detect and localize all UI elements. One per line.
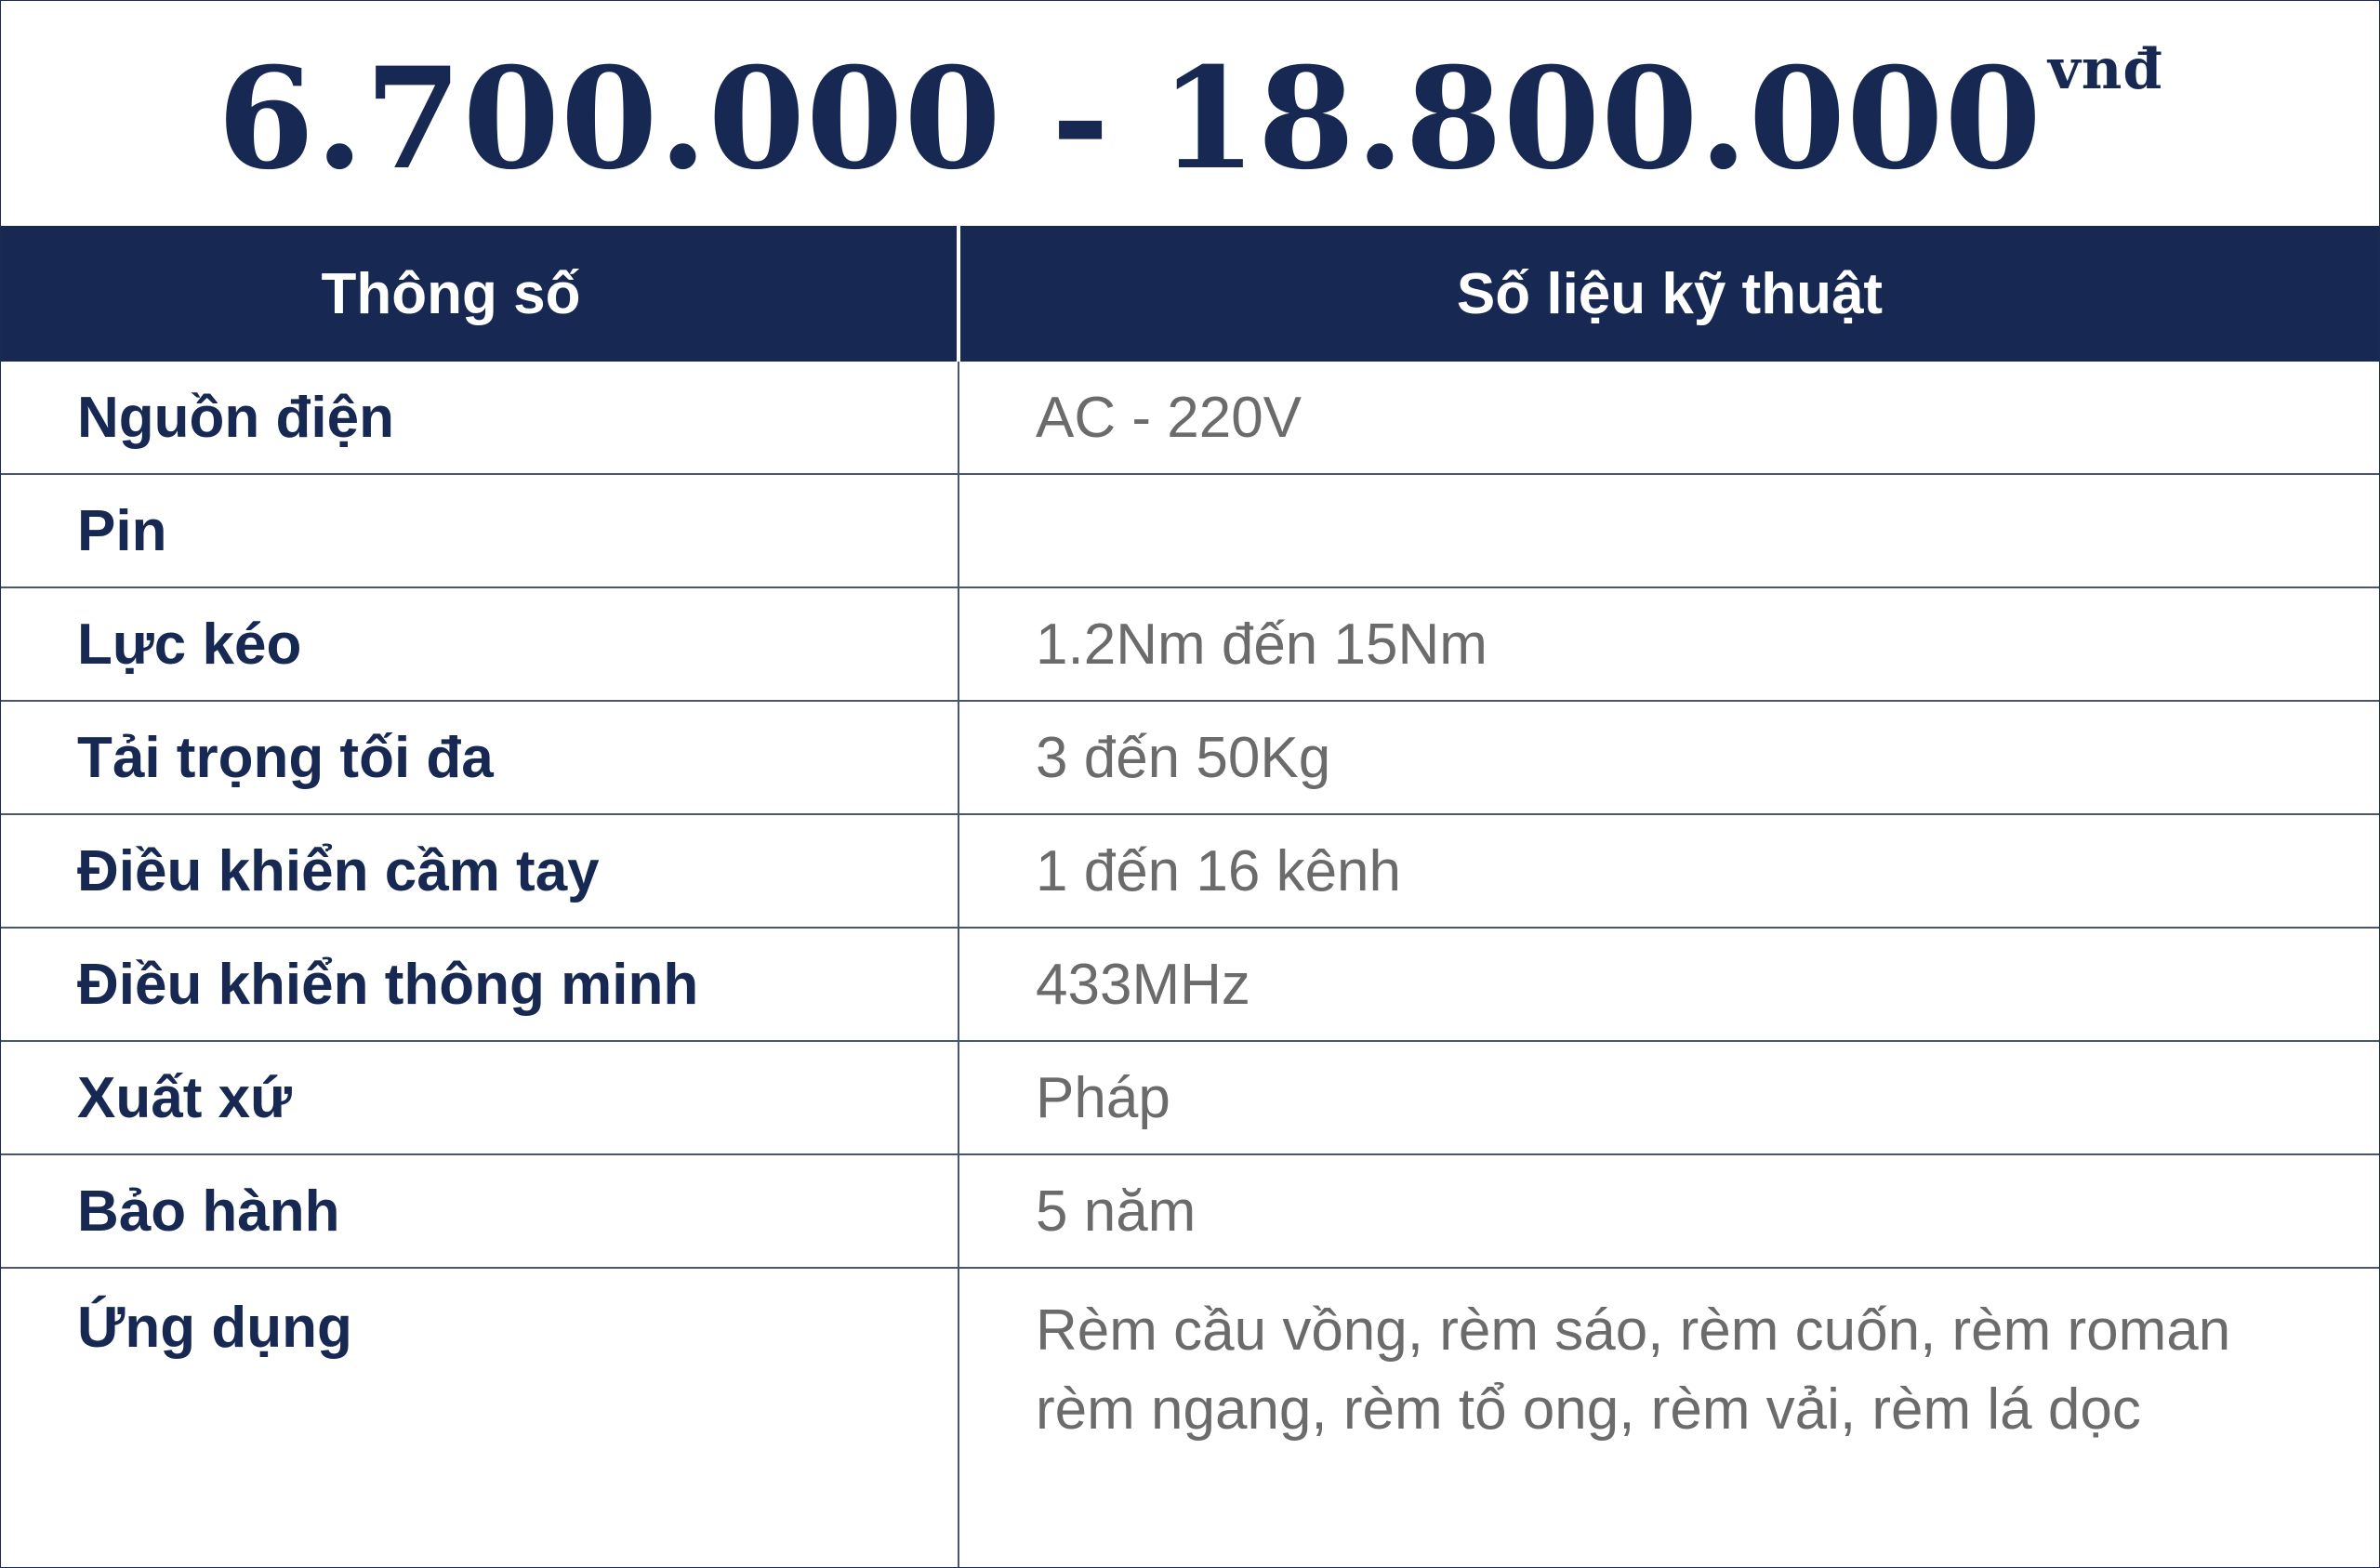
row-value-max-load: 3 đến 50Kg: [959, 701, 2379, 814]
row-label-torque: Lực kéo: [1, 587, 959, 701]
row-label-power: Nguồn điện: [1, 362, 959, 474]
application-line-2: rèm ngang, rèm tổ ong, rèm vải, rèm lá dọc: [1036, 1377, 2141, 1442]
spec-table-body: [1, 362, 2379, 1568]
table-row: [1, 928, 2379, 1041]
spec-table-header: [1, 226, 2379, 362]
row-label-warranty: Bảo hành: [1, 1154, 959, 1268]
header-param-label: Thông số: [321, 261, 581, 326]
row-label-remote: Điều khiển cầm tay: [1, 814, 959, 928]
price-range: [217, 37, 2163, 201]
row-value-origin: Pháp: [959, 1041, 2379, 1154]
row-value-torque: 1.2Nm đến 15Nm: [959, 587, 2379, 701]
header-param: [1, 226, 959, 362]
application-line-1: Rèm cầu vồng, rèm sáo, rèm cuốn, rèm roman: [1036, 1298, 2231, 1363]
row-value-remote: 1 đến 16 kênh: [959, 814, 2379, 928]
spec-table: [1, 226, 2379, 1568]
table-row: [1, 701, 2379, 814]
price-header: [1, 1, 2379, 226]
header-row: [1, 226, 2379, 362]
table-row: [1, 814, 2379, 928]
row-label-battery: Pin: [1, 474, 959, 587]
row-label-smart-control: Điều khiển thông minh: [1, 928, 959, 1041]
price-unit: vnđ: [2047, 37, 2163, 102]
header-value: Số liệu kỹ thuật: [959, 226, 2379, 362]
row-label-max-load: Tải trọng tối đa: [1, 701, 959, 814]
table-row: [1, 362, 2379, 474]
row-value-battery: [959, 474, 2379, 587]
row-label-application: Ứng dụng: [1, 1268, 959, 1568]
row-value-application: [959, 1268, 2379, 1568]
row-value-smart-control: 433MHz: [959, 928, 2379, 1041]
table-row: [1, 474, 2379, 587]
row-value-warranty: 5 năm: [959, 1154, 2379, 1268]
table-row: [1, 1041, 2379, 1154]
row-value-power: AC - 220V: [1036, 385, 1302, 450]
table-row: [1, 1154, 2379, 1268]
price-range-text: 6.700.000 - 18.800.000: [217, 37, 2043, 201]
table-row: [1, 587, 2379, 701]
row-label-origin: Xuất xứ: [1, 1041, 959, 1154]
table-row: [1, 1268, 2379, 1568]
